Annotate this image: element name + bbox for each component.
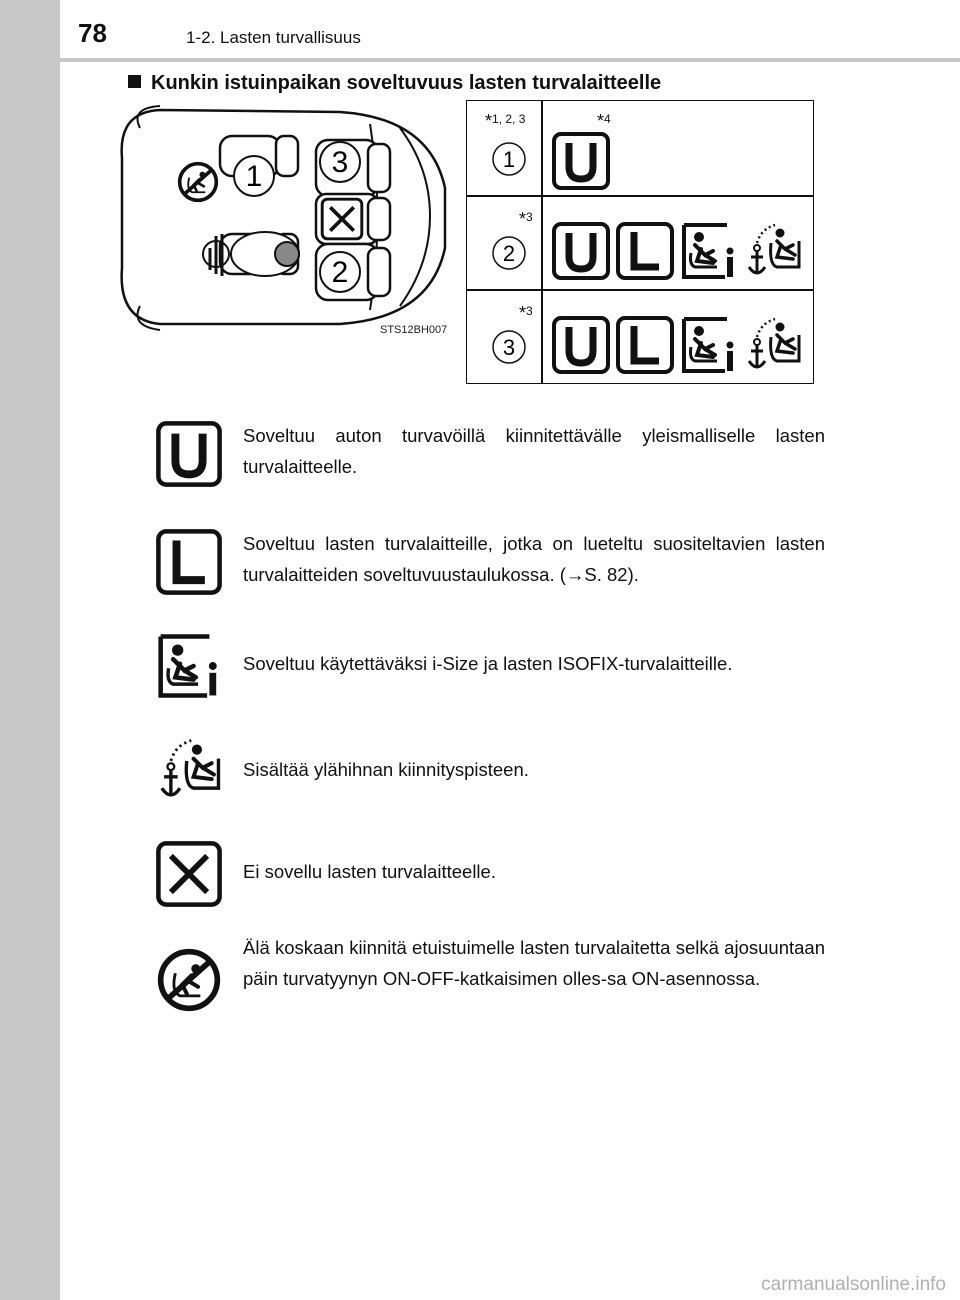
legend-text: Soveltuu lasten turvalaitteille, jotka on lueteltu suositeltavien lasten turvalaitteiden soveltuvuustaulukossa. (→S. 82). (243, 533, 825, 585)
list-icon (615, 221, 675, 281)
svg-text:2: 2 (502, 241, 516, 266)
legend-text: Sisältää ylähihnan kiinnityspisteen. (243, 759, 529, 780)
row1-icon-note: *4 (597, 111, 611, 131)
header-rule (60, 58, 960, 62)
legend-prohibited (155, 932, 835, 1032)
seat-number-icon (491, 141, 527, 177)
tether-icon (155, 736, 223, 804)
legend-tether (155, 736, 835, 804)
row3-note: *3 (519, 303, 533, 323)
seat-number-icon (491, 235, 527, 271)
legend-text: Soveltuu käytettäväksi i-Size ja lasten ISOFIX-turvalaitteille. (243, 653, 733, 674)
square-bullet-icon (128, 75, 141, 88)
car-seat-diagram (100, 98, 460, 338)
seat-label-1: 1 (245, 160, 263, 193)
figure-code: STS12BH007 (380, 324, 448, 336)
universal-icon (155, 420, 223, 488)
legend-text: Älä koskaan kiinnitä etuistuimelle lasten turvalaitetta selkä ajosuuntaan päin turvatyynyn ON-OFF-katkaisimen olles-sa ON-asennossa. (243, 937, 825, 989)
section-heading (128, 72, 661, 95)
list-icon (155, 528, 223, 596)
section-title: 1-2. Lasten turvallisuus (186, 28, 361, 47)
isofix-icon (155, 632, 223, 700)
seat-number-icon (491, 329, 527, 365)
legend-text: Soveltuu auton turvavöillä kiinnitettävälle yleismalliselle lasten turvalaitteelle. (243, 425, 825, 477)
legend-list (155, 528, 835, 596)
suitability-table (466, 100, 814, 384)
isofix-icon (679, 315, 739, 375)
universal-icon (551, 315, 611, 375)
legend-text: Ei sovellu lasten turvalaitteelle. (243, 861, 496, 882)
svg-text:1: 1 (502, 147, 516, 172)
not-suitable-icon (155, 840, 223, 908)
side-tab (0, 0, 60, 1300)
legend-universal (155, 420, 835, 488)
row1-note: *1, 2, 3 (485, 111, 526, 131)
legend-not-suitable (155, 840, 835, 908)
seat-label-3: 3 (331, 146, 349, 179)
tether-icon (743, 315, 803, 375)
footer-watermark: carmanualsonline.info (761, 1274, 946, 1295)
seat-label-2: 2 (331, 256, 349, 289)
legend-isofix (155, 632, 835, 700)
universal-icon (551, 131, 611, 191)
list-icon (615, 315, 675, 375)
row2-note: *3 (519, 209, 533, 229)
svg-text:3: 3 (502, 335, 516, 360)
universal-icon (551, 221, 611, 281)
tether-icon (743, 221, 803, 281)
page-number: 78 (78, 18, 107, 48)
isofix-icon (679, 221, 739, 281)
prohibited-icon (155, 946, 223, 1014)
heading-text: Kunkin istuinpaikan soveltuvuus lasten turvalaitteelle (151, 72, 662, 94)
